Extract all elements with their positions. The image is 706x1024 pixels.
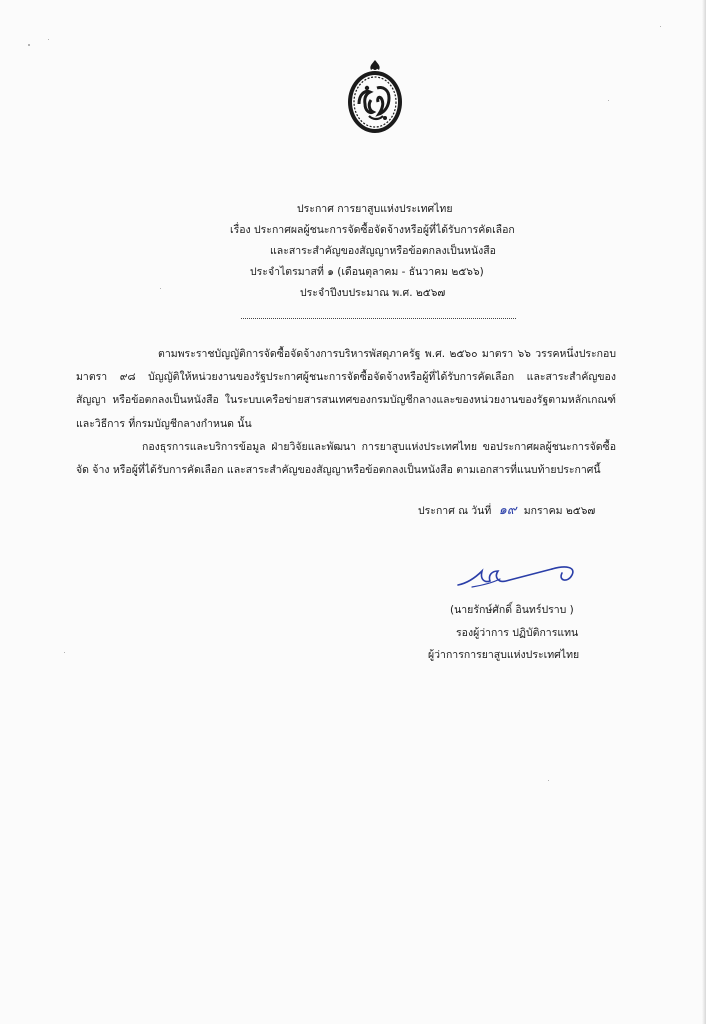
scan-speck <box>48 39 49 40</box>
scan-speck <box>160 288 161 289</box>
scan-speck <box>28 44 30 46</box>
scan-speck <box>660 26 661 27</box>
date-month-year: มกราคม ๒๕๖๗ <box>523 505 596 517</box>
body-paragraph-1 <box>76 343 616 436</box>
header-fiscal-year: ประจำปีงบประมาณ พ.ศ. ๒๕๖๗ <box>300 287 446 299</box>
date-day-handwritten: ๑๙ <box>498 503 517 518</box>
header-quarter: ประจำไตรมาสที่ ๑ (เดือนตุลาคม - ธันวาคม ๒๕๖๖) <box>250 266 484 278</box>
announcement-body <box>76 343 616 482</box>
body-paragraph-2 <box>76 436 616 482</box>
header-issuer: ประกาศ การยาสูบแห่งประเทศไทย <box>297 203 453 215</box>
dotted-divider <box>241 318 516 319</box>
scan-speck <box>64 652 65 653</box>
scan-speck <box>608 100 609 101</box>
signatory-block <box>410 599 650 667</box>
seal-icon <box>345 58 405 136</box>
header-subject-cont: และสาระสำคัญของสัญญาหรือข้อตกลงเป็นหนังสือ <box>270 245 496 257</box>
paragraph-1-text: ตามพระราชบัญญัติการจัดซื้อจัดจ้างการบริหารพัสดุภาครัฐ พ.ศ. ๒๕๖๐ มาตรา ๖๖ วรรคหนึ่งประกอบ มาตรา ๙๘ บัญญัติให้หน่วยงานของรัฐประกาศผู้ชนะการจัดซื้อจัดจ้างหรือผู้ที่ได้รับการคัดเลือก และสาระสำคัญของสัญญา หรือข้อตกลงเป็นหนังสือ ในระบบเครือข่ายสารสนเทศของกรมบัญชีกลางและของหน่วยงานของรัฐตามหลักเกณฑ์และวิธีการ ที่กรมบัญชีกลางกำหนด นั้น <box>76 348 616 430</box>
signatory-office: ผู้ว่าการการยาสูบแห่งประเทศไทย <box>428 649 580 661</box>
scan-edge <box>702 0 706 1024</box>
announcement-date <box>418 499 595 520</box>
signatory-name: (นายรักษ์ศักดิ์ อินทร์ปราบ ) <box>450 604 574 616</box>
scan-speck <box>548 780 549 781</box>
signature-icon <box>454 561 584 593</box>
announcement-header <box>200 199 560 304</box>
paragraph-2-text: กองธุรการและบริการข้อมูล ฝ่ายวิจัยและพัฒนา การยาสูบแห่งประเทศไทย ขอประกาศผลผู้ชนะการจัดซื้อจัด จ้าง หรือผู้ที่ได้รับการคัดเลือก และสาระสำคัญของสัญญาหรือข้อตกลงเป็นหนังสือ ตามเอกสารที่แนบท้ายประกาศนี้ <box>76 440 616 477</box>
signatory-position: รองผู้ว่าการ ปฏิบัติการแทน <box>456 626 579 639</box>
date-prefix: ประกาศ ณ วันที่ <box>418 505 492 517</box>
header-subject: เรื่อง ประกาศผลผู้ชนะการจัดซื้อจัดจ้างหรือผู้ที่ได้รับการคัดเลือก <box>230 224 515 236</box>
